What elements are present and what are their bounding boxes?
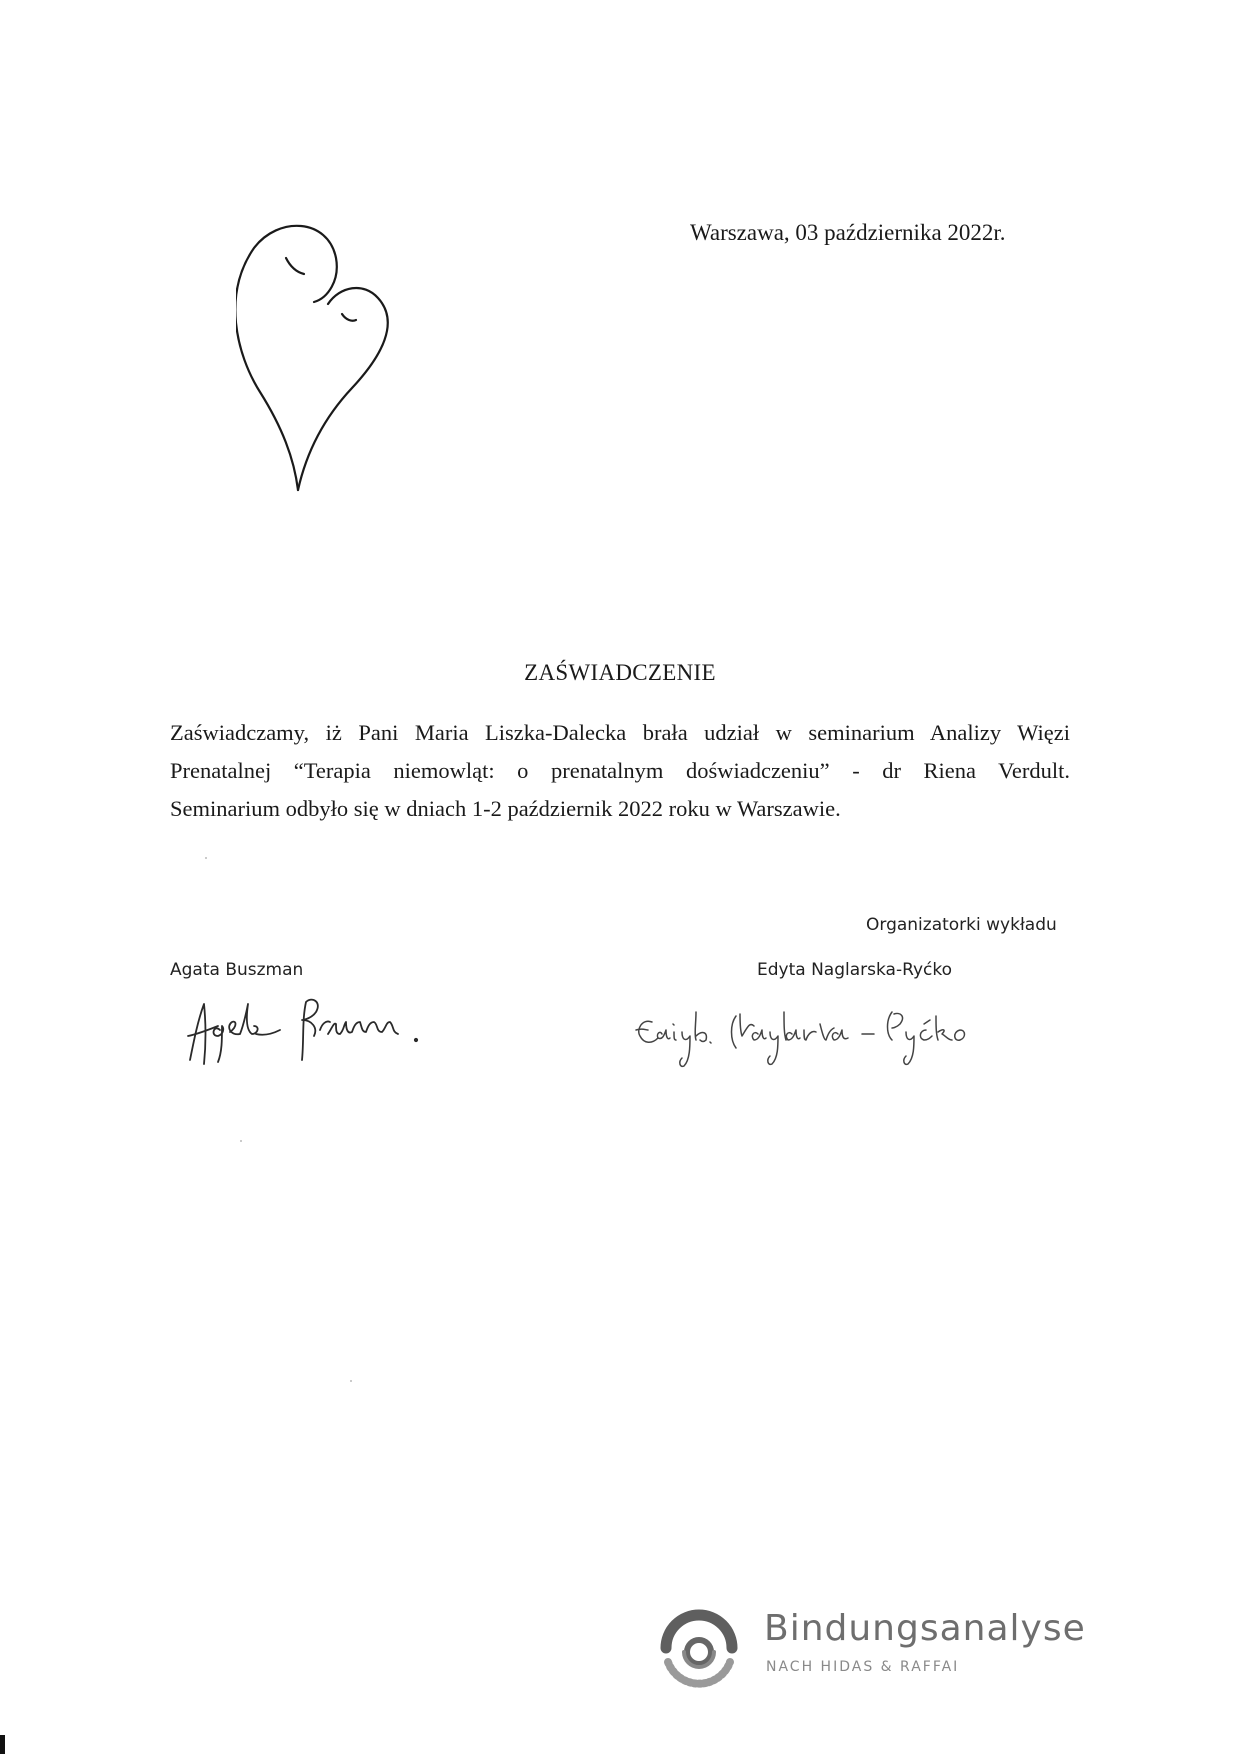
signatory-name-left: Agata Buszman	[170, 960, 304, 980]
body-line: Prenatalnej “Terapia niemowląt: o prenatalnym doświadczeniu” - dr Riena Verdult.	[170, 758, 1070, 783]
body-line: Seminarium odbyło się w dniach 1-2 październik 2022 roku w Warszawie.	[170, 796, 841, 821]
logo-subtitle: NACH HIDAS & RAFFAI	[766, 1659, 960, 1675]
signatory-name-right: Edyta Naglarska-Ryćko	[757, 960, 953, 980]
heart-icon	[236, 222, 416, 512]
certificate-body	[170, 714, 1070, 828]
scan-speck	[205, 857, 207, 859]
signature-right	[630, 1000, 1000, 1090]
bindungsanalyse-logo-icon	[654, 1602, 744, 1692]
body-line: Zaświadczamy, iż Pani Maria Liszka-Dalecka brała udział w seminarium Analizy Więzi	[170, 720, 1070, 745]
document-title: ZAŚWIADCZENIE	[524, 660, 716, 685]
scan-edge-mark	[0, 1735, 5, 1754]
logo-name: Bindungsanalyse	[764, 1608, 1086, 1649]
scan-speck	[350, 1380, 352, 1382]
date-line: Warszawa, 03 października 2022r.	[690, 220, 1006, 245]
organizers-label: Organizatorki wykładu	[866, 915, 1057, 935]
signature-left	[180, 990, 480, 1080]
scan-speck	[240, 1140, 242, 1142]
